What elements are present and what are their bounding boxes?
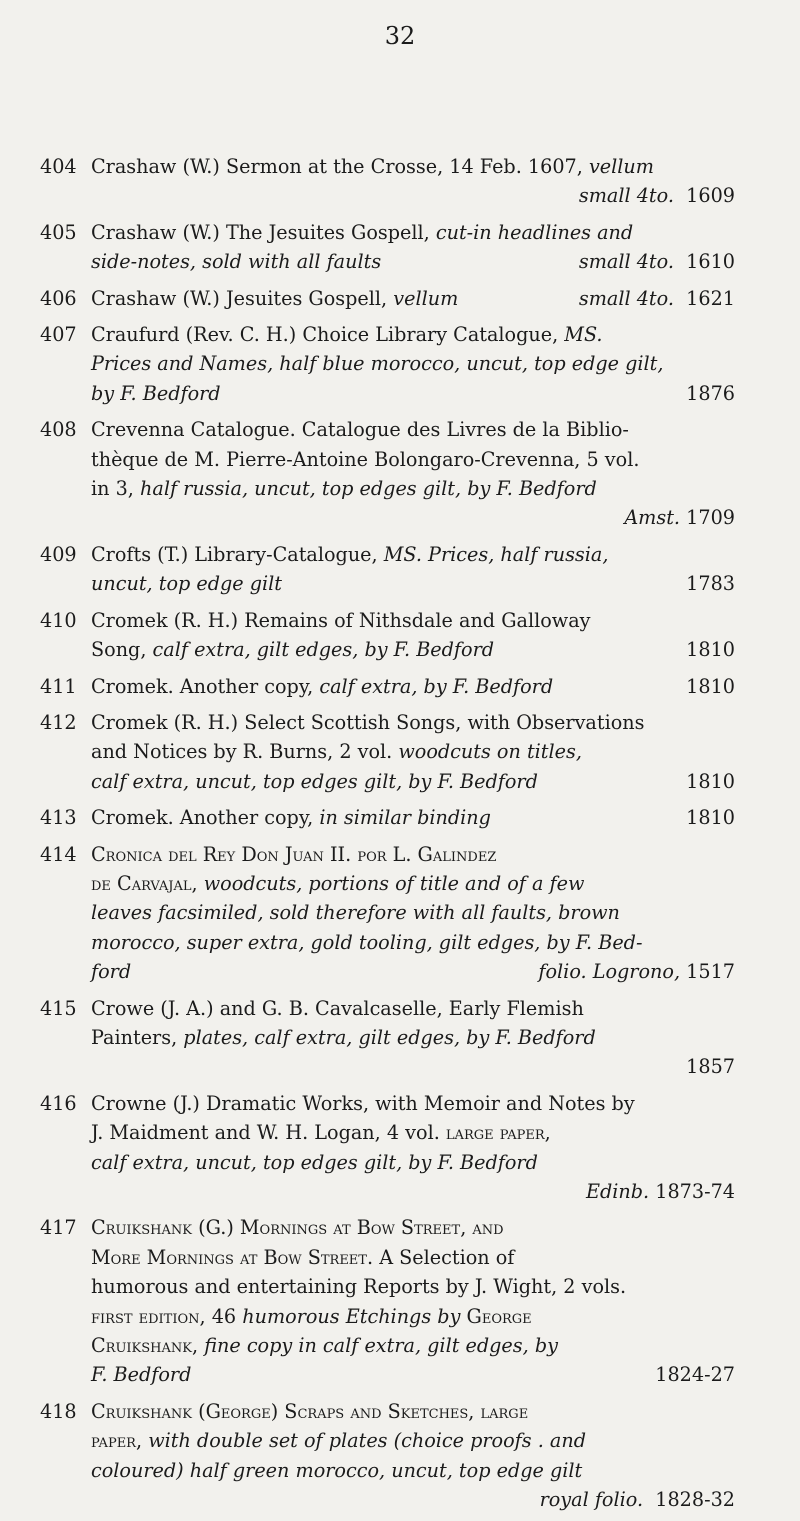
lot-number: 411 [40, 674, 77, 698]
catalogue-entry-407: 407 Craufurd (Rev. C. H.) Choice Library Catalogue, MS. Prices and Names, half blue morocco, uncut, top edge gilt, by F. Bedford 1876 [40, 320, 735, 408]
catalogue-entry-411: 411 Cromek. Another copy, calf extra, by F. Bedford 1810 [40, 672, 735, 701]
lot-number: 408 [40, 418, 77, 442]
lot-number: 414 [40, 842, 77, 866]
lot-number: 410 [40, 608, 77, 632]
lot-number: 404 [40, 155, 77, 178]
lot-number: 415 [40, 996, 77, 1020]
catalogue-entry-412: 412 Cromek (R. H.) Select Scottish Songs, with Observations and Notices by R. Burns, 2 vol. woodcuts on titles, calf extra, uncut, top edges gilt, by F. Bedford 1810 [40, 708, 735, 796]
catalogue-entry-415: 415 Crowe (J. A.) and G. B. Cavalcaselle, Early Flemish Painters, plates, calf extra, gilt edges, by F. Bedford 1857 [40, 994, 735, 1082]
page-number: 32 [384, 22, 416, 50]
lot-number: 407 [40, 323, 77, 347]
catalogue-entry-405: 405 Crashaw (W.) The Jesuites Gospell, cut-in headlines and side-notes, sold with all faults small 4to. 1610 [40, 218, 735, 277]
catalogue-entry-416: 416 Crowne (J.) Dramatic Works, with Memoir and Notes by J. Maidment and W. H. Logan, 4 vol. large paper, calf extra, uncut, top edges gilt, by F. Bedford Edinb. 1873-74 [40, 1089, 735, 1207]
catalogue-entry-414: 414 Cronica del Rey Don Juan II. por L. Galindez de Carvajal, woodcuts, portions of title and of a few leaves facsimiled, sold therefore with all faults, brown morocco, super extra, gold tooling, gilt edges, by F. Bed- ford folio. Logrono, 1517 [40, 840, 735, 987]
catalogue-entry-410: 410 Cromek (R. H.) Remains of Nithsdale and Galloway Song, calf extra, gilt edges, by F. Bedford 1810 [40, 606, 735, 665]
catalogue-entry-418: 418 Cruikshank (George) Scraps and Sketches, large paper, with double set of plates (choice proofs . and coloured) half green morocco, uncut, top edge gilt royal folio. 1828-32 [40, 1397, 735, 1515]
lot-number: 405 [40, 220, 77, 244]
catalogue-entry-409: 409 Crofts (T.) Library-Catalogue, MS. Prices, half russia, uncut, top edge gilt 1783 [40, 540, 735, 599]
catalogue-entry-408: 408 Crevenna Catalogue. Catalogue des Livres de la Biblio- thèque de M. Pierre-Antoine Bolongaro-Crevenna, 5 vol. in 3, half russia, uncut, top edges gilt, by F. Bedford Amst. 1709 [40, 415, 735, 533]
lot-number: 418 [40, 1399, 77, 1423]
catalogue-entry-406: 406 Crashaw (W.) Jesuites Gospell, vellum small 4to. 1621 [40, 284, 735, 313]
lot-number: 417 [40, 1216, 77, 1240]
lot-number: 409 [40, 542, 77, 566]
lot-number: 406 [40, 286, 77, 310]
catalogue-entry-413: 413 Cromek. Another copy, in similar binding 1810 [40, 803, 735, 832]
catalogue-entry-417: 417 Cruikshank (G.) Mornings at Bow Street, and More Mornings at Bow Street. A Selection of humorous and entertaining Reports by J. Wight, 2 vols. first edition, 46 humorous Etchings by George Cruikshank, fine copy in calf extra, gilt edges, by F. Bedford 1824-27 [40, 1213, 735, 1389]
lot-number: 416 [40, 1091, 77, 1115]
lot-number: 413 [40, 806, 77, 830]
catalogue-entries [40, 152, 735, 1521]
catalogue-entry-404: 404 Crashaw (W.) Sermon at the Crosse, 14 Feb. 1607, vellum small 4to. 1609 [40, 152, 735, 211]
lot-number: 412 [40, 710, 77, 734]
